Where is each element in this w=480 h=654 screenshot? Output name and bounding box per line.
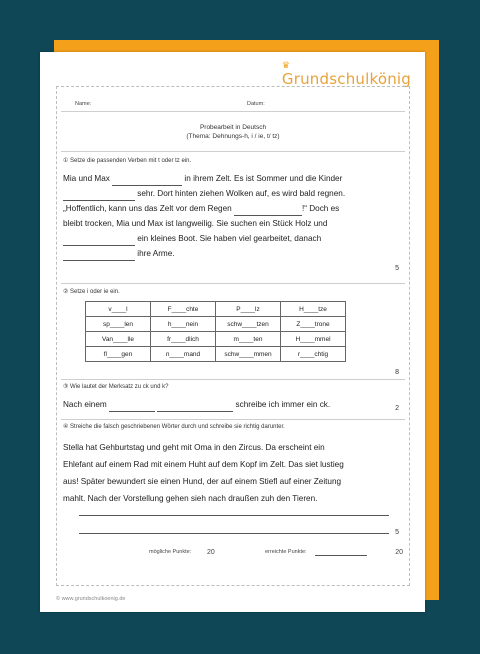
answer-blank[interactable]	[63, 252, 135, 261]
text-line: „Hoffentlich, kann uns das Zelt vor dem Regen !“ Doch es	[63, 201, 415, 216]
divider	[61, 151, 405, 152]
table-cell[interactable]: schw____mmen	[216, 347, 281, 362]
name-label: Name:	[75, 101, 92, 107]
possible-points-value: 20	[207, 549, 215, 556]
table-cell[interactable]: v____l	[86, 302, 151, 317]
table-row	[86, 347, 346, 362]
answer-blank[interactable]	[112, 177, 182, 186]
section-3-text: Nach einem schreibe ich immer ein ck.	[57, 397, 415, 412]
table-cell[interactable]: H____tze	[281, 302, 346, 317]
section-2-heading: ② Setze i oder ie ein.	[63, 289, 120, 295]
table-row	[86, 302, 346, 317]
reached-points-label: erreichte Punkte:	[265, 549, 307, 555]
writing-line[interactable]	[79, 515, 389, 516]
worksheet	[40, 52, 425, 612]
text-line: mahlt. Nach der Vorstellung gehen sieh nach draußen zuh den Tieren.	[63, 494, 318, 503]
divider	[61, 379, 405, 380]
brand-name: Grundschulkönig	[281, 70, 411, 88]
section-1-heading: ① Setze die passenden Verben mit t oder tz ein.	[63, 158, 192, 164]
date-label: Datum:	[247, 101, 265, 107]
text-line: ein kleines Boot. Sie haben viel gearbeitet, danach	[63, 231, 415, 246]
section-2-score: 8	[395, 369, 399, 376]
i-ie-table	[85, 301, 346, 362]
table-cell[interactable]: schw____tzen	[216, 317, 281, 332]
footer-copyright: © www.grundschulkoenig.de	[56, 596, 126, 602]
section-3-heading: ③ Wie lautet der Merksatz zu ck und k?	[63, 384, 169, 390]
divider	[61, 419, 405, 420]
text-line: aus! Später bewundert sie einen Hund, der auf einem Stiefl auf einer Zeitung	[63, 477, 342, 486]
section-4-heading: ④ Streiche die falsch geschriebenen Wörter durch und schreibe sie richtig darunter.	[63, 424, 285, 430]
table-row	[86, 317, 346, 332]
section-1-text	[57, 171, 415, 261]
divider	[61, 111, 405, 112]
section-4-text	[57, 439, 415, 507]
text-line: Mia und Max in ihrem Zelt. Es ist Sommer und die Kinder	[63, 171, 415, 186]
text-line: Stella hat Gehburtstag und geht mit Oma in den Zircus. Da erscheint ein	[63, 443, 325, 452]
total-score: 20	[395, 549, 403, 556]
text-line: ihre Arme.	[63, 246, 415, 261]
possible-points-label: mögliche Punkte:	[149, 549, 192, 555]
title-line-2: (Thema: Dehnungs-h, i / ie, t/ tz)	[186, 133, 280, 140]
crown-icon: ♛	[281, 61, 291, 71]
table-cell[interactable]: fr____dlich	[151, 332, 216, 347]
table-cell[interactable]: m____ten	[216, 332, 281, 347]
answer-blank[interactable]	[63, 237, 135, 246]
section-3-score: 2	[395, 405, 399, 412]
table-cell[interactable]: sp____len	[86, 317, 151, 332]
table-cell[interactable]: h____nein	[151, 317, 216, 332]
text-line: Ehlefant auf einem Rad mit einem Huht auf dem Kopf im Zelt. Das siet lustieg	[63, 460, 344, 469]
table-cell[interactable]: r____chtig	[281, 347, 346, 362]
worksheet-frame	[56, 86, 410, 586]
table-cell[interactable]: P____lz	[216, 302, 281, 317]
table-cell[interactable]: Van____lle	[86, 332, 151, 347]
writing-line[interactable]	[79, 533, 389, 534]
answer-blank[interactable]	[63, 192, 135, 201]
title-line-1: Probearbeit in Deutsch	[199, 124, 267, 131]
section-4-score: 5	[395, 529, 399, 536]
table-cell[interactable]: Z____trone	[281, 317, 346, 332]
answer-blank[interactable]	[234, 207, 302, 216]
table-row	[86, 332, 346, 347]
text-line: sehr. Dort hinten ziehen Wolken auf, es wird bald regnen.	[63, 186, 415, 201]
page-title	[57, 123, 409, 141]
table-cell[interactable]: F____chte	[151, 302, 216, 317]
reached-points-blank[interactable]	[315, 549, 367, 556]
table-cell[interactable]: fl____gen	[86, 347, 151, 362]
answer-blank[interactable]	[157, 403, 233, 412]
answer-blank[interactable]	[109, 403, 155, 412]
table-cell[interactable]: H____mmel	[281, 332, 346, 347]
section-1-score: 5	[395, 265, 399, 272]
table-cell[interactable]: n____mand	[151, 347, 216, 362]
text-line: bleibt trocken, Mia und Max ist langweilig. Sie suchen ein Stück Holz und	[63, 219, 328, 228]
divider	[61, 283, 405, 284]
